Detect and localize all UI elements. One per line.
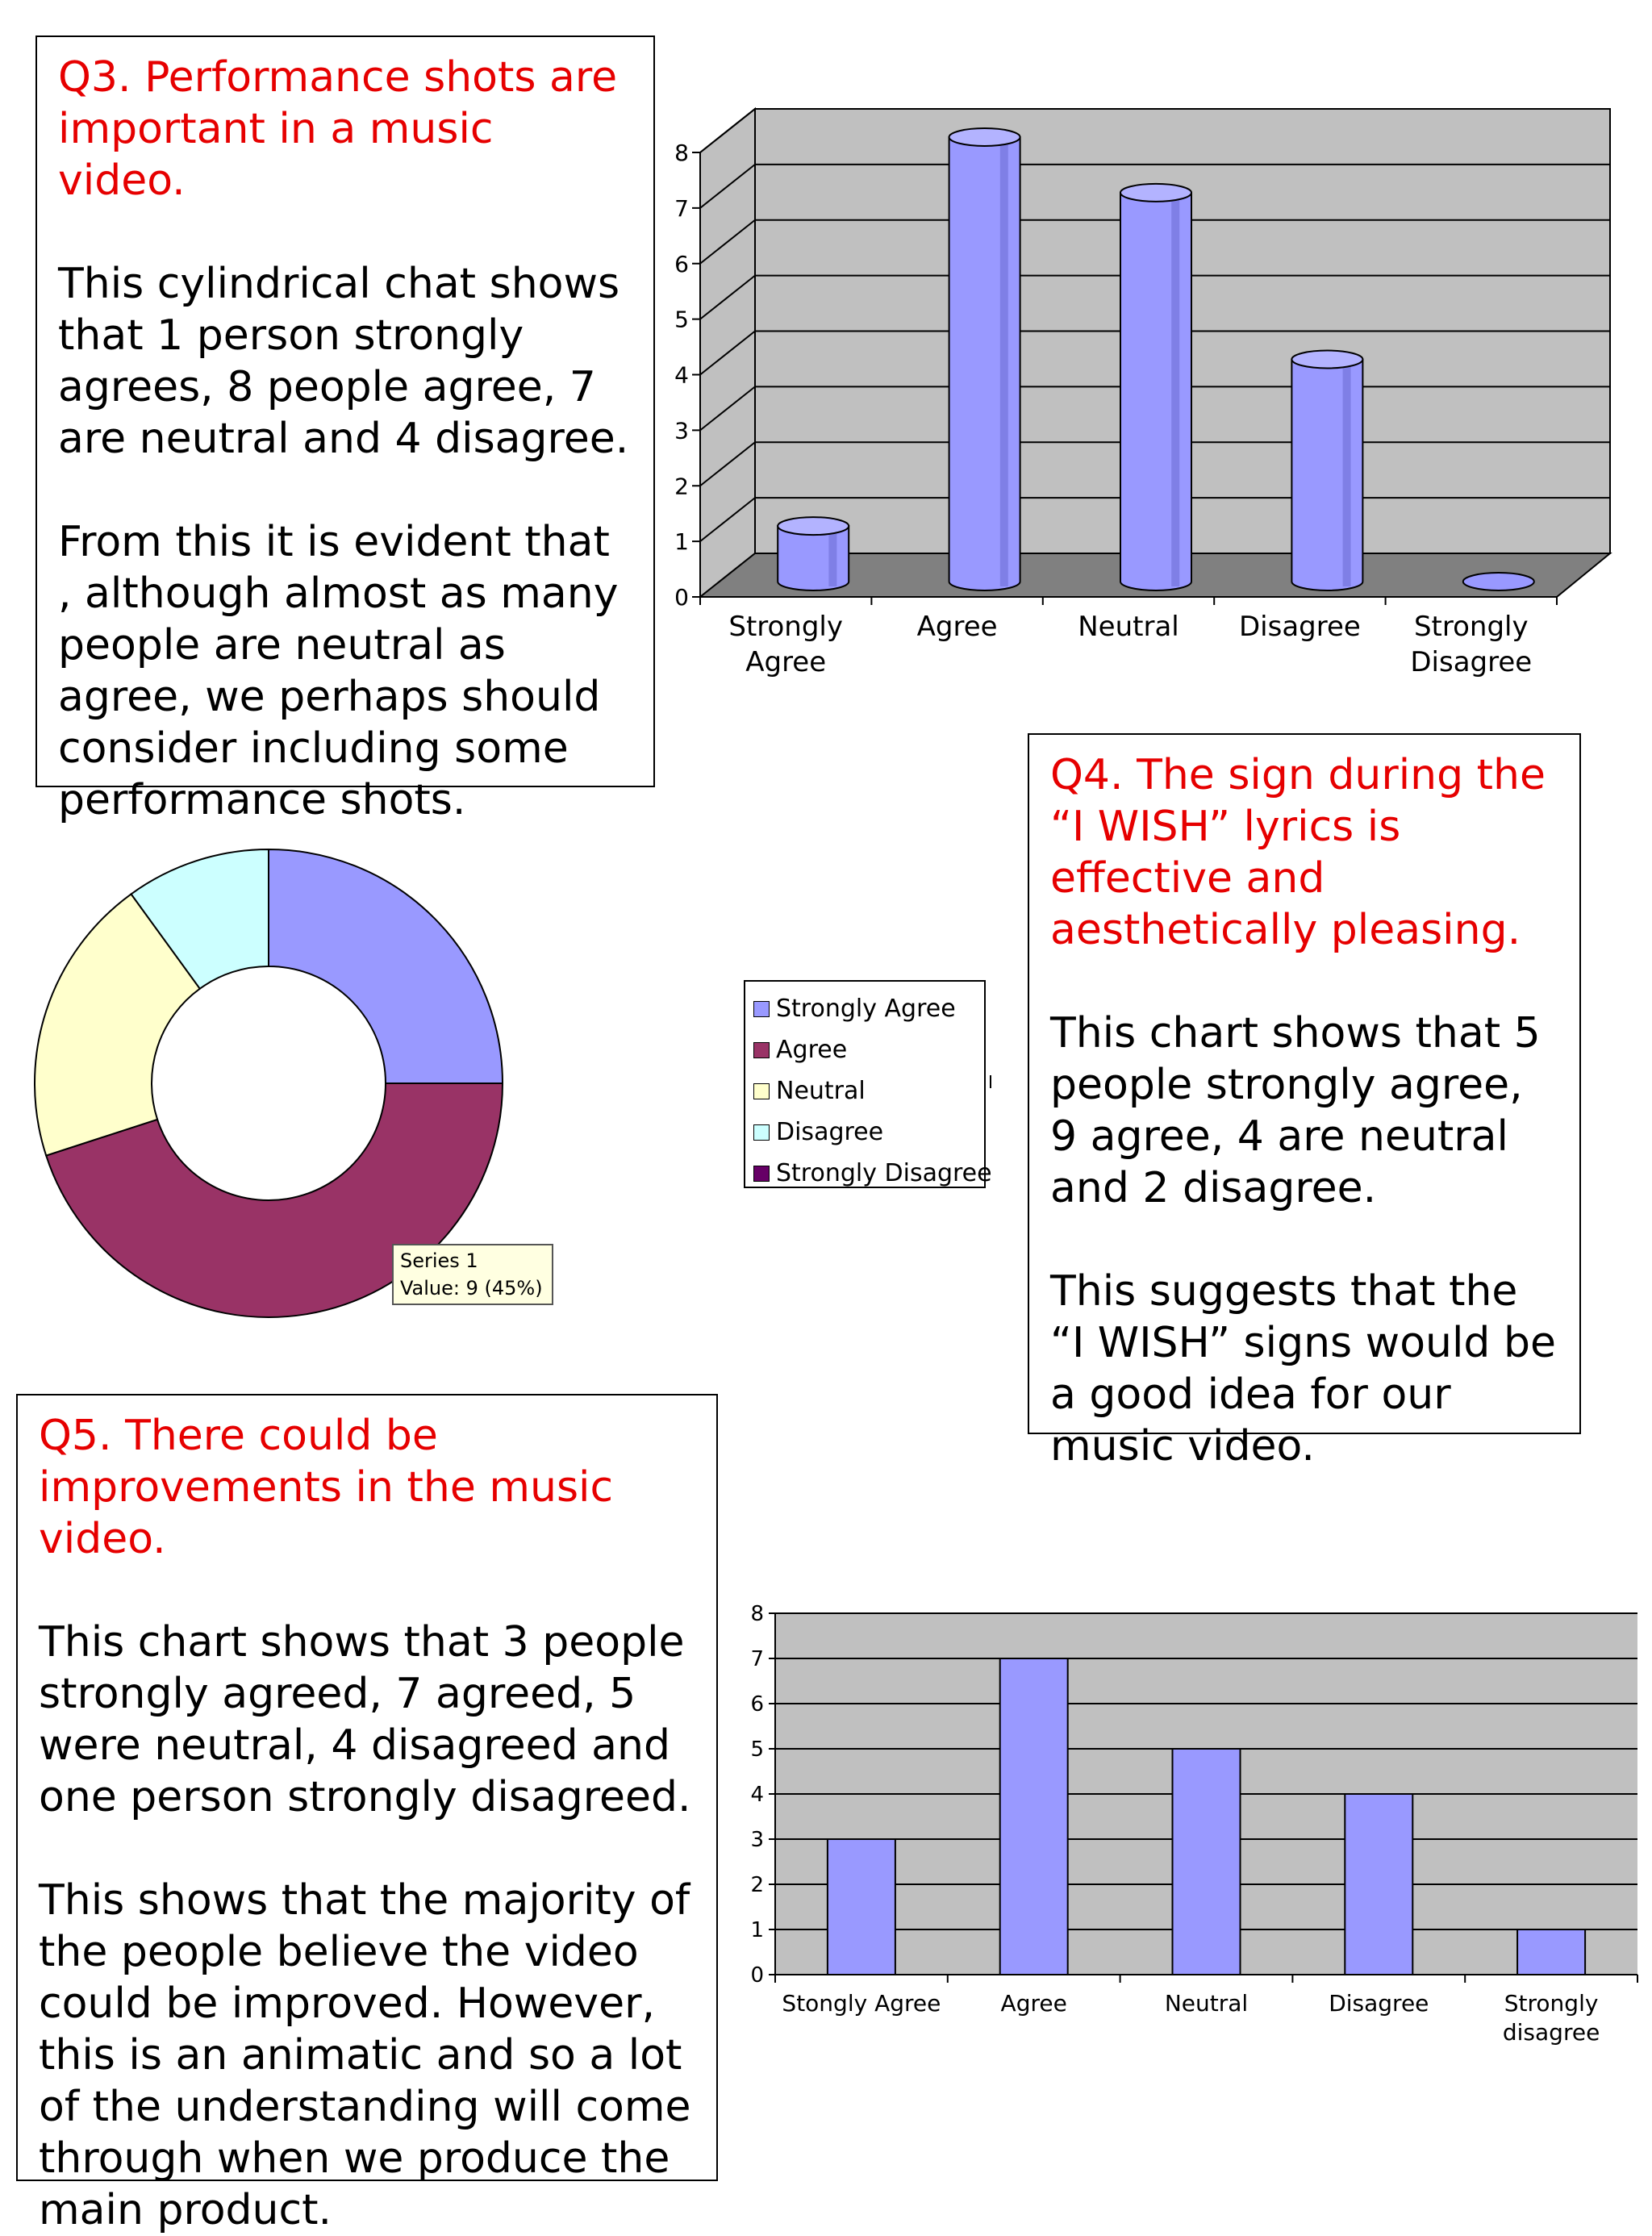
chart1-y-tick-label: 0 — [674, 584, 689, 611]
legend-label: Strongly Agree — [776, 995, 956, 1023]
chart3-bar — [1517, 1929, 1585, 1975]
chart3-y-tick-label: 3 — [750, 1828, 764, 1852]
chart3-y-tick-label: 2 — [750, 1873, 764, 1897]
chart1-y-tick-label: 4 — [674, 361, 689, 389]
chart3-category-label: Disagree — [1329, 1990, 1429, 2017]
q5-heading: Q5. There could be improvements in the music video. — [39, 1412, 614, 1563]
chart3-y-tick-label: 6 — [750, 1692, 764, 1717]
chart3-y-tick-label: 7 — [750, 1647, 764, 1671]
chart1-category-label: Agree — [745, 646, 827, 678]
chart3-bar — [1173, 1749, 1241, 1975]
q4-paragraph-2: This suggests that the “I WISH” signs would be a good idea for our music video. — [1050, 1267, 1556, 1471]
chart3-category-label: Neutral — [1164, 1990, 1249, 2017]
chart1-category-label: Disagree — [1238, 611, 1361, 643]
chart1-y-tick-label: 8 — [674, 140, 689, 166]
chart3-bar — [1000, 1658, 1068, 1975]
chart3-category-label: Stongly Agree — [782, 1990, 941, 2017]
legend-label: Agree — [776, 1036, 848, 1064]
tooltip-series: Series 1 — [400, 1249, 478, 1272]
legend-label: Neutral — [776, 1077, 866, 1105]
chart3-category-label: Agree — [1000, 1990, 1067, 2017]
chart3-bar — [1345, 1794, 1412, 1975]
chart1-y-tick-label: 6 — [674, 250, 689, 277]
chart3-y-tick-label: 8 — [750, 1602, 764, 1626]
chart3-bar — [828, 1839, 895, 1975]
chart1-y-tick-label: 1 — [674, 528, 689, 556]
chart3-y-tick-label: 1 — [750, 1918, 764, 1942]
chart1-y-tick-label: 2 — [674, 473, 689, 500]
q5-paragraph-1: This chart shows that 3 people strongly agreed, 7 agreed, 5 were neutral, 4 disagreed and one person strongly disagreed. — [39, 1618, 691, 1821]
chart1-category-label: Agree — [916, 611, 998, 643]
chart3-category-label: Strongly — [1504, 1990, 1599, 2017]
tooltip-value: Value: 9 (45%) — [400, 1277, 543, 1299]
chart1-category-label: Disagree — [1410, 646, 1533, 678]
chart1-y-tick-label: 3 — [674, 417, 689, 444]
q4-paragraph-1: This chart shows that 5 people strongly agree, 9 agree, 4 are neutral and 2 disagree. — [1050, 1009, 1541, 1212]
q5-paragraph-2: This shows that the majority of the people believe the video could be improved. However, this is an animatic and so a lot of the understanding will come through when we produce the main product. — [39, 1876, 691, 2234]
legend-label: Disagree — [776, 1118, 884, 1146]
legend-label: Strongly Disagree — [776, 1159, 992, 1187]
chart1-y-tick-label: 5 — [674, 306, 689, 333]
chart3-category-label: disagree — [1502, 2019, 1600, 2046]
chart1-y-tick-label: 7 — [674, 194, 689, 222]
q3-paragraph-2: From this it is evident that , although almost as many people are neutral as agree, we perhaps should consider including some performance shots. — [58, 518, 619, 824]
q4-heading: Q4. The sign during the “I WISH” lyrics is effective and aesthetically pleasing. — [1050, 751, 1546, 954]
q3-heading: Q3. Performance shots are important in a music video. — [58, 53, 618, 205]
chart3-y-tick-label: 0 — [750, 1963, 764, 1988]
chart3-y-tick-label: 5 — [750, 1737, 764, 1762]
chart1-category-label: Neutral — [1078, 611, 1179, 643]
chart1-category-label: Strongly — [728, 611, 844, 643]
q3-paragraph-1: This cylindrical chat shows that 1 person strongly agrees, 8 people agree, 7 are neutral and 4 disagree. — [58, 260, 629, 463]
chart1-category-label: Strongly — [1413, 611, 1529, 643]
chart3-y-tick-label: 4 — [750, 1783, 764, 1807]
